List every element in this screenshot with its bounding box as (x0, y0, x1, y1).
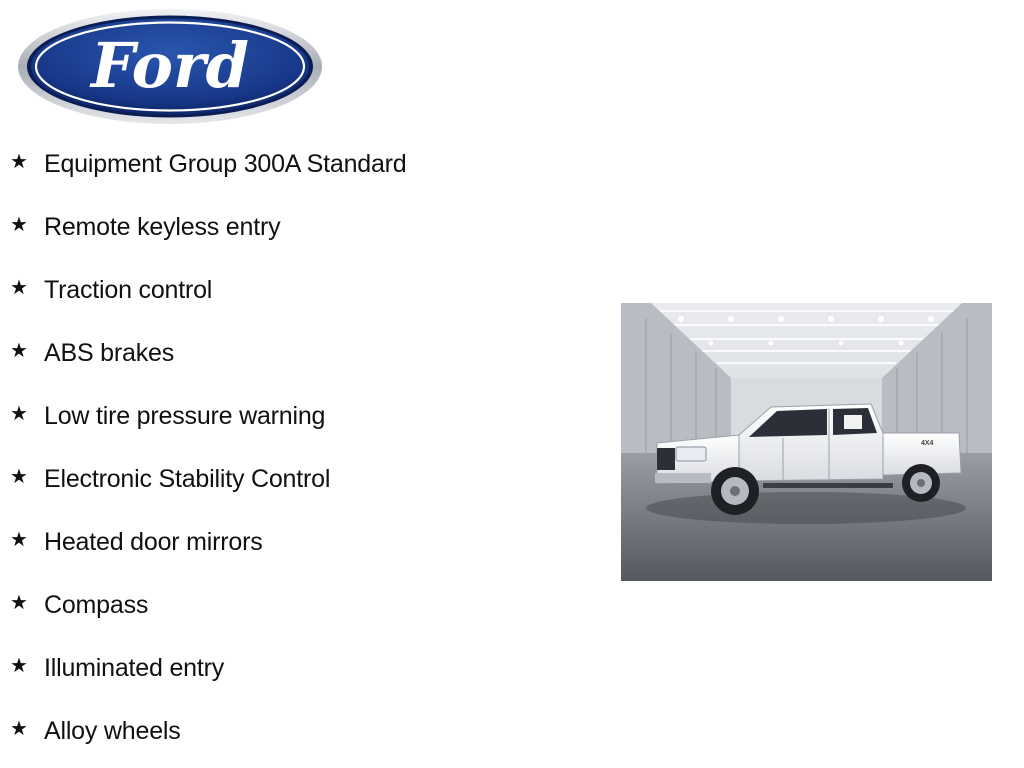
feature-item (10, 574, 407, 637)
star-icon: ★ (10, 591, 28, 614)
star-icon: ★ (10, 213, 28, 236)
feature-item (10, 259, 407, 322)
star-icon: ★ (10, 654, 28, 677)
truck-badge: 4X4 (921, 440, 934, 447)
star-icon: ★ (10, 465, 28, 488)
feature-label: Equipment Group 300A Standard (44, 150, 407, 178)
feature-label: Low tire pressure warning (44, 402, 326, 430)
feature-label: Compass (44, 591, 149, 619)
star-icon: ★ (10, 717, 28, 740)
feature-item (10, 637, 407, 700)
feature-label: ABS brakes (44, 339, 175, 367)
ford-logo (17, 8, 323, 125)
feature-item (10, 196, 407, 259)
feature-item (10, 700, 407, 763)
feature-label: Remote keyless entry (44, 213, 281, 241)
feature-item (10, 322, 407, 385)
feature-label: Alloy wheels (44, 717, 181, 745)
feature-label: Traction control (44, 276, 213, 304)
feature-item (10, 133, 407, 196)
feature-item (10, 511, 407, 574)
star-icon: ★ (10, 528, 28, 551)
logo-wordmark: Ford (91, 29, 249, 102)
star-icon: ★ (10, 150, 28, 173)
ford-oval-logo-icon (17, 8, 323, 125)
pickup-truck-image (621, 303, 992, 581)
star-icon: ★ (10, 339, 28, 362)
feature-list (10, 133, 407, 763)
feature-label: Illuminated entry (44, 654, 225, 682)
star-icon: ★ (10, 276, 28, 299)
feature-item (10, 448, 407, 511)
star-icon: ★ (10, 402, 28, 425)
feature-label: Heated door mirrors (44, 528, 263, 556)
feature-label: Electronic Stability Control (44, 465, 331, 493)
vehicle-photo (621, 303, 992, 581)
feature-item (10, 385, 407, 448)
